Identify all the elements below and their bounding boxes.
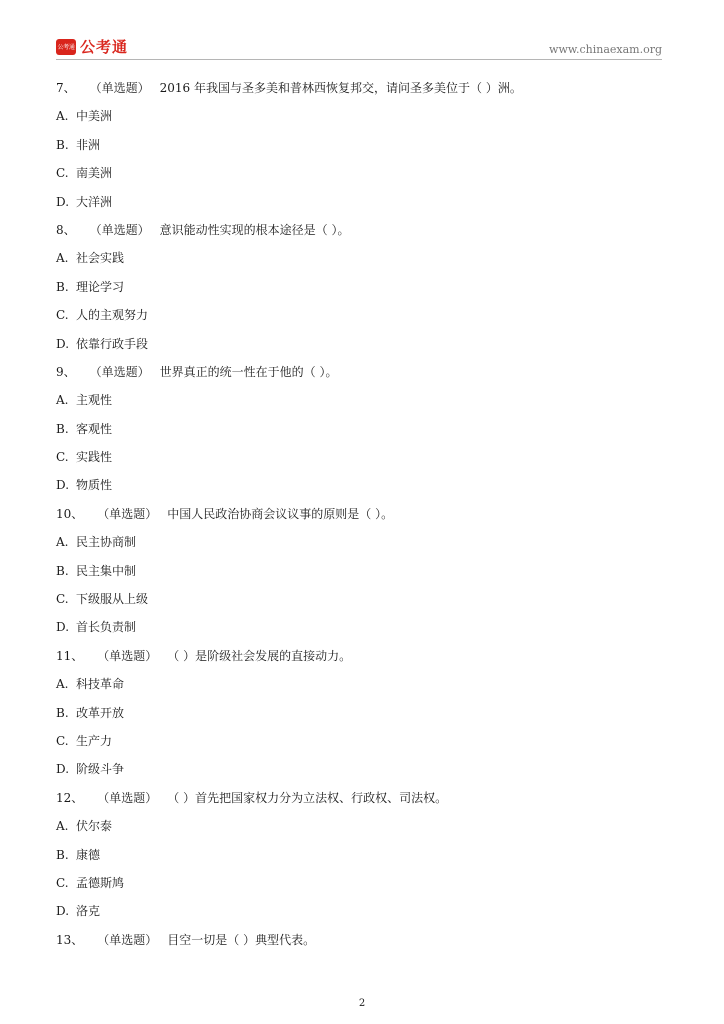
- option-text: 民主协商制: [76, 535, 137, 550]
- question-text: （ ）首先把国家权力分为立法权、行政权、司法权。: [167, 790, 448, 805]
- option-text: 孟德斯鸠: [76, 875, 125, 890]
- answer-option: [56, 306, 662, 334]
- option-letter: C.: [56, 166, 69, 181]
- question-type: （单选题）: [97, 506, 158, 521]
- option-text: 下级服从上级: [76, 592, 149, 607]
- option-text: 康德: [76, 847, 101, 862]
- option-text: 南美洲: [76, 166, 113, 181]
- option-letter: D.: [56, 904, 70, 919]
- answer-option: [56, 902, 662, 930]
- option-text: 民主集中制: [76, 563, 137, 578]
- answer-option: [56, 618, 662, 646]
- option-text: 生产力: [76, 733, 113, 748]
- question-number: 9、: [56, 364, 76, 379]
- option-letter: B.: [56, 705, 69, 720]
- option-letter: B.: [56, 563, 69, 578]
- option-letter: A.: [56, 251, 69, 266]
- question-stem: [56, 789, 662, 817]
- logo-badge-icon: 公考通: [56, 39, 76, 55]
- answer-option: [56, 533, 662, 561]
- option-text: 科技革命: [76, 677, 125, 692]
- option-letter: C.: [56, 308, 69, 323]
- answer-option: [56, 107, 662, 135]
- option-text: 人的主观努力: [76, 308, 149, 323]
- answer-option: [56, 874, 662, 902]
- site-url[interactable]: www.chinaexam.org: [549, 43, 662, 56]
- question-type: （单选题）: [97, 648, 158, 663]
- option-letter: B.: [56, 421, 69, 436]
- question-type: （单选题）: [97, 932, 158, 947]
- answer-option: [56, 476, 662, 504]
- answer-option: [56, 249, 662, 277]
- answer-option: [56, 193, 662, 221]
- option-text: 首长负责制: [76, 620, 137, 635]
- question-text: 目空一切是（ ）典型代表。: [167, 932, 316, 947]
- answer-option: [56, 448, 662, 476]
- option-text: 社会实践: [76, 251, 125, 266]
- brand-logo[interactable]: [56, 36, 128, 57]
- option-text: 客观性: [76, 421, 113, 436]
- option-letter: A.: [56, 677, 69, 692]
- question-list: [56, 79, 662, 959]
- answer-option: [56, 704, 662, 732]
- option-letter: B.: [56, 137, 69, 152]
- answer-option: [56, 675, 662, 703]
- question-type: （单选题）: [89, 364, 150, 379]
- question-stem: [56, 647, 662, 675]
- question-stem: [56, 79, 662, 107]
- option-text: 大洋洲: [76, 194, 113, 209]
- option-letter: D.: [56, 194, 70, 209]
- option-text: 非洲: [76, 137, 101, 152]
- question-number: 12、: [56, 790, 84, 805]
- option-letter: D.: [56, 336, 70, 351]
- option-letter: A.: [56, 109, 69, 124]
- option-letter: A.: [56, 393, 69, 408]
- page-header: [56, 36, 662, 58]
- option-letter: D.: [56, 620, 70, 635]
- question-text: （ ）是阶级社会发展的直接动力。: [167, 648, 352, 663]
- question-stem: [56, 363, 662, 391]
- question-type: （单选题）: [89, 222, 150, 237]
- answer-option: [56, 732, 662, 760]
- question-type: （单选题）: [97, 790, 158, 805]
- answer-option: [56, 817, 662, 845]
- question-text: 世界真正的统一性在于他的（ ）。: [159, 364, 338, 379]
- option-letter: A.: [56, 819, 69, 834]
- question-text: 意识能动性实现的根本途径是（ ）。: [159, 222, 350, 237]
- answer-option: [56, 760, 662, 788]
- option-letter: D.: [56, 762, 70, 777]
- answer-option: [56, 590, 662, 618]
- header-divider: [56, 59, 662, 60]
- question-type: （单选题）: [89, 81, 150, 95]
- option-letter: C.: [56, 450, 69, 465]
- option-text: 中美洲: [76, 109, 113, 124]
- option-text: 理论学习: [76, 279, 125, 294]
- option-text: 洛克: [76, 904, 101, 919]
- option-letter: C.: [56, 875, 69, 890]
- option-text: 主观性: [76, 393, 113, 408]
- answer-option: [56, 278, 662, 306]
- option-letter: B.: [56, 847, 69, 862]
- option-text: 实践性: [76, 450, 113, 465]
- question-text: 2016 年我国与圣多美和普林西恢复邦交，请问圣多美位于（ ）洲。: [159, 81, 522, 95]
- question-number: 7、: [56, 81, 76, 95]
- option-letter: C.: [56, 733, 69, 748]
- answer-option: [56, 391, 662, 419]
- question-stem: [56, 505, 662, 533]
- option-text: 阶级斗争: [76, 762, 125, 777]
- option-text: 依靠行政手段: [76, 336, 149, 351]
- answer-option: [56, 335, 662, 363]
- option-letter: B.: [56, 279, 69, 294]
- question-number: 11、: [56, 648, 84, 663]
- answer-option: [56, 420, 662, 448]
- option-text: 物质性: [76, 478, 113, 493]
- option-text: 改革开放: [76, 705, 125, 720]
- page-number: 2: [358, 998, 366, 1009]
- answer-option: [56, 136, 662, 164]
- question-text: 中国人民政治协商会议议事的原则是（ ）。: [167, 506, 394, 521]
- option-letter: A.: [56, 535, 69, 550]
- option-text: 伏尔泰: [76, 819, 113, 834]
- logo-wordmark: 公考通: [80, 38, 129, 56]
- answer-option: [56, 562, 662, 590]
- question-number: 13、: [56, 932, 84, 947]
- question-number: 8、: [56, 222, 76, 237]
- option-letter: C.: [56, 592, 69, 607]
- answer-option: [56, 164, 662, 192]
- question-stem: [56, 931, 662, 959]
- question-number: 10、: [56, 506, 84, 521]
- answer-option: [56, 846, 662, 874]
- option-letter: D.: [56, 478, 70, 493]
- question-stem: [56, 221, 662, 249]
